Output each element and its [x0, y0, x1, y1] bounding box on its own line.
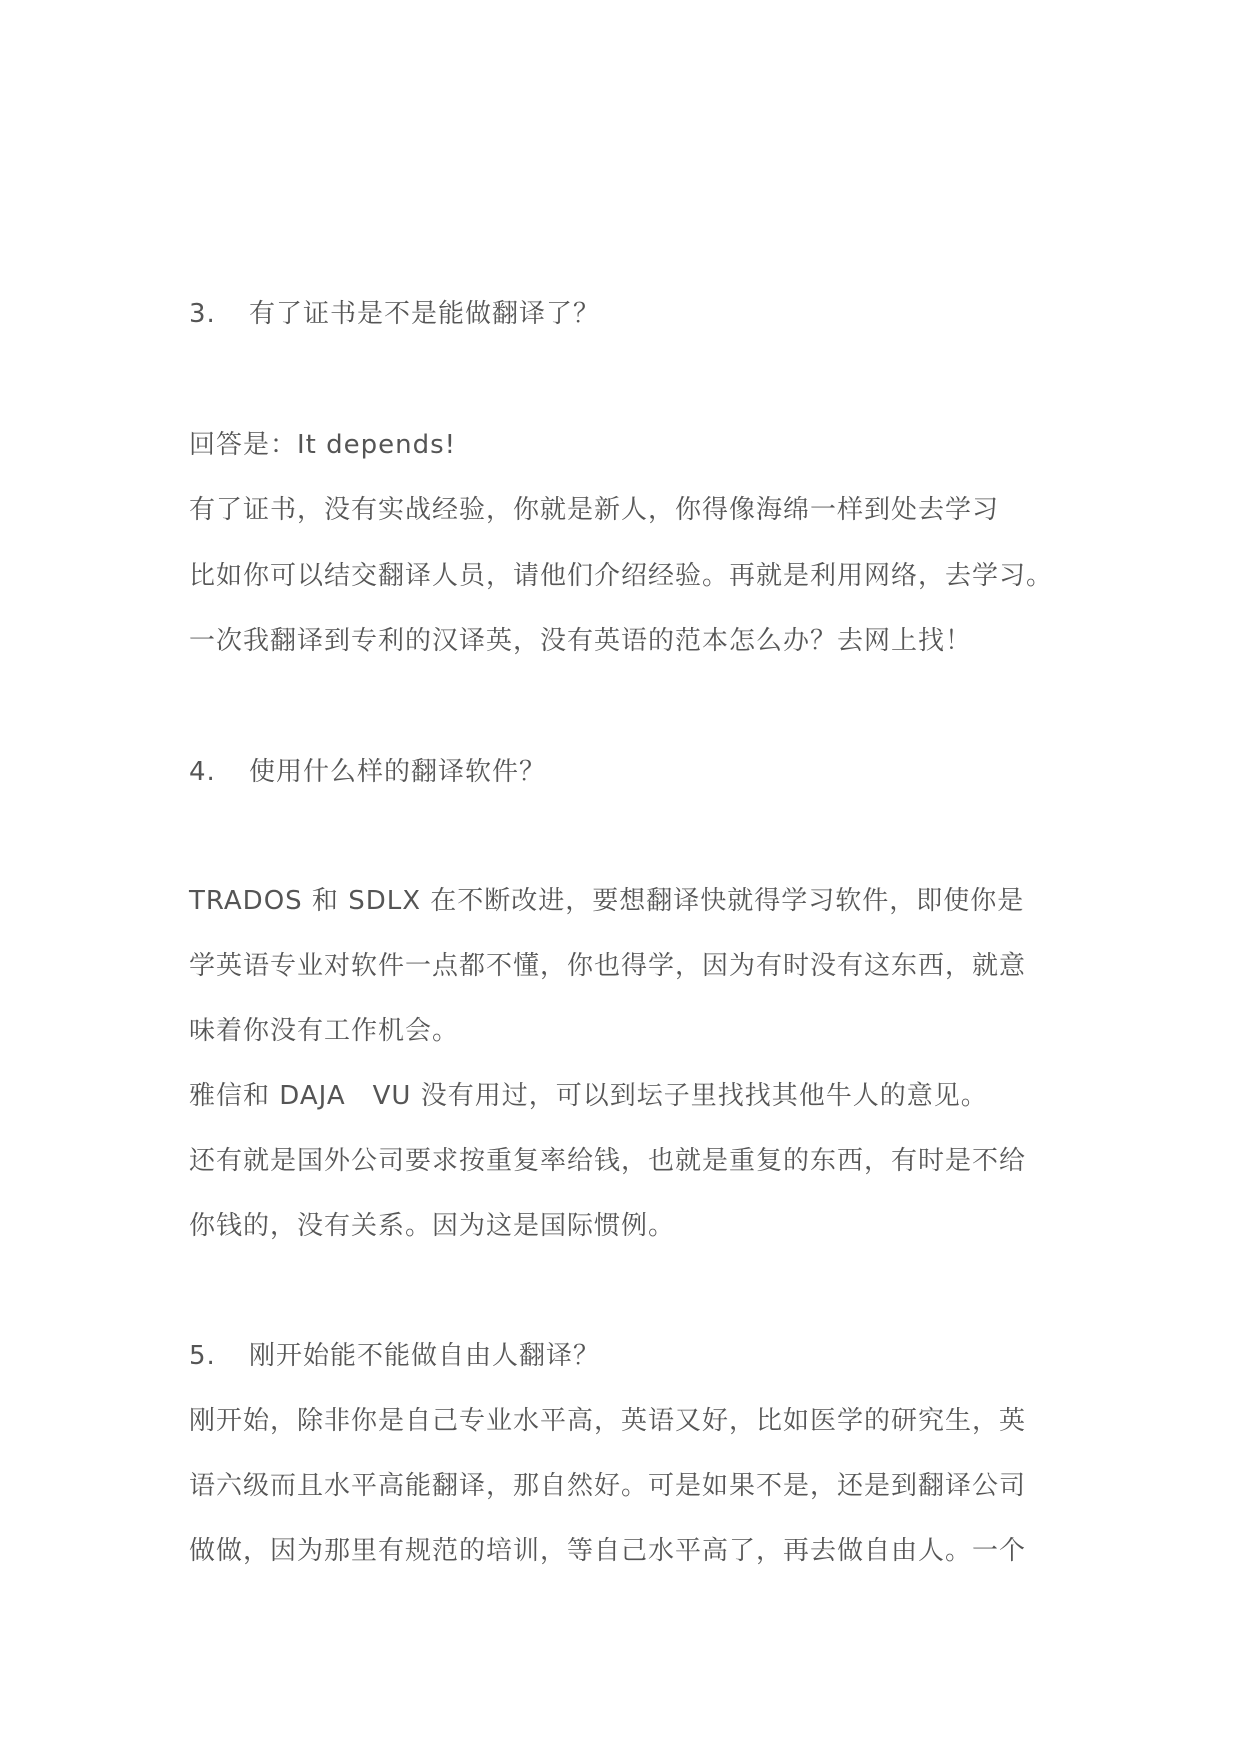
- question-3-heading: [189, 297, 600, 331]
- paragraph-line: 语六级而且水平高能翻译，那自然好。可是如果不是，还是到翻译公司: [189, 1471, 1027, 1501]
- question-4-heading: [189, 755, 546, 789]
- paragraph-line: 你钱的，没有关系。因为这是国际惯例。: [189, 1211, 676, 1241]
- question-number: 5.: [189, 1341, 216, 1371]
- question-number: 3.: [189, 299, 216, 329]
- paragraph-line: 雅信和 DAJA VU 没有用过，可以到坛子里找找其他牛人的意见。: [189, 1081, 988, 1111]
- question-5-heading: [189, 1339, 600, 1373]
- paragraph-line: 味着你没有工作机会。: [189, 1016, 460, 1046]
- question-title: 刚开始能不能做自由人翻译？: [249, 1341, 601, 1371]
- paragraph-line: 有了证书，没有实战经验，你就是新人，你得像海绵一样到处去学习: [189, 495, 1000, 525]
- paragraph-line: 还有就是国外公司要求按重复率给钱，也就是重复的东西，有时是不给: [189, 1146, 1027, 1176]
- question-title: 使用什么样的翻译软件？: [249, 757, 547, 787]
- question-number: 4.: [189, 757, 216, 787]
- paragraph-line: 一次我翻译到专利的汉译英，没有英语的范本怎么办？去网上找！: [189, 626, 973, 656]
- paragraph-line: 学英语专业对软件一点都不懂，你也得学，因为有时没有这东西，就意: [189, 951, 1027, 981]
- question-title: 有了证书是不是能做翻译了？: [249, 299, 601, 329]
- paragraph-line: 刚开始，除非你是自己专业水平高，英语又好，比如医学的研究生，英: [189, 1406, 1027, 1436]
- paragraph-line: 做做，因为那里有规范的培训，等自己水平高了，再去做自由人。一个: [189, 1536, 1027, 1566]
- paragraph-line: 比如你可以结交翻译人员，请他们介绍经验。再就是利用网络，去学习。: [189, 561, 1054, 591]
- paragraph-line: 回答是：It depends!: [189, 430, 457, 460]
- paragraph-line: TRADOS 和 SDLX 在不断改进，要想翻译快就得学习软件，即使你是: [189, 886, 1025, 916]
